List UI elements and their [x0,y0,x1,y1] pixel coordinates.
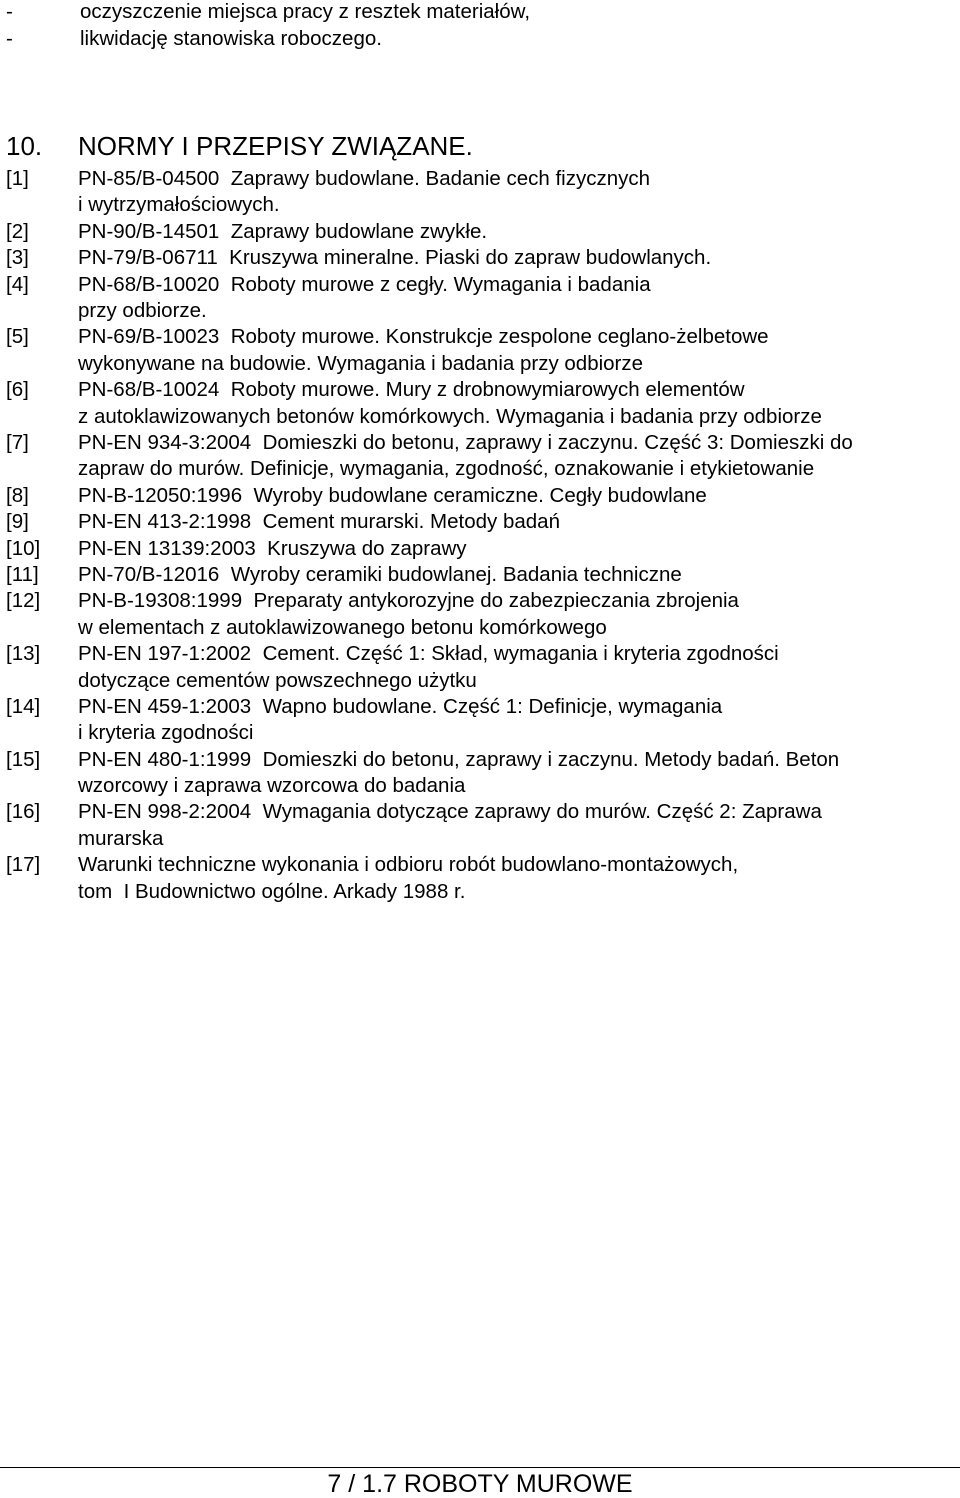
reference-line: PN-B-12050:1996 Wyroby budowlane ceramiczne. Cegły budowlane [78,483,707,507]
reference-number: [16] [6,800,41,824]
reference-line: i kryteria zgodności [78,721,254,745]
reference-item [0,377,950,430]
reference-line: PN-EN 413-2:1998 Cement murarski. Metody badań [78,510,560,534]
section-heading [0,131,940,161]
reference-line: PN-EN 13139:2003 Kruszywa do zaprawy [78,536,467,560]
bullet-dash: - [6,0,13,23]
reference-number: [15] [6,747,41,771]
reference-text [78,799,938,852]
reference-line: i wytrzymałościowych. [78,193,280,217]
section-title: NORMY I PRZEPISY ZWIĄZANE. [78,131,473,161]
reference-line: zapraw do murów. Definicje, wymagania, zgodność, oznakowanie i etykietowanie [78,457,815,481]
reference-text [78,377,938,430]
reference-number: [6] [6,378,29,402]
reference-item [0,536,950,562]
reference-item [0,562,950,588]
reference-text [78,483,938,509]
reference-item [0,245,950,271]
reference-number: [11] [6,562,39,586]
reference-line: z autoklawizowanych betonów komórkowych. Wymagania i badania przy odbiorze [78,404,822,428]
reference-text [78,747,938,800]
bullet-text: oczyszczenie miejsca pracy z resztek materiałów, [80,0,531,23]
reference-line: Warunki techniczne wykonania i odbioru robót budowlano-montażowych, [78,853,739,877]
reference-list [0,166,950,905]
reference-item [0,588,950,641]
reference-item [0,272,950,325]
reference-line: wykonywane na budowie. Wymagania i badania przy odbiorze [78,351,644,375]
reference-item [0,852,950,905]
reference-number: [10] [6,536,41,560]
reference-item [0,799,950,852]
reference-text [78,272,938,325]
reference-text [78,509,938,535]
bullet-dash: - [6,27,13,51]
reference-number: [2] [6,219,29,243]
reference-line: PN-EN 480-1:1999 Domieszki do betonu, zaprawy i zaczynu. Metody badań. Beton [78,747,840,771]
reference-line: PN-70/B-12016 Wyroby ceramiki budowlanej. Badania techniczne [78,562,682,586]
reference-text [78,219,938,245]
footer-divider [0,1467,960,1468]
reference-item [0,509,950,535]
reference-item [0,483,950,509]
reference-line: dotyczące cementów powszechnego użytku [78,668,477,692]
reference-number: [12] [6,589,41,613]
reference-line: PN-EN 934-3:2004 Domieszki do betonu, zaprawy i zaczynu. Część 3: Domieszki do [78,430,853,454]
page-footer: 7 / 1.7 ROBOTY MUROWE [327,1470,633,1498]
reference-text [78,641,938,694]
reference-text [78,536,938,562]
reference-number: [14] [6,694,41,718]
reference-number: [5] [6,325,29,349]
reference-line: PN-79/B-06711 Kruszywa mineralne. Piaski do zapraw budowlanych. [78,246,712,270]
reference-line: PN-85/B-04500 Zaprawy budowlane. Badanie cech fizycznych [78,167,651,190]
reference-text [78,588,938,641]
reference-number: [1] [6,167,29,190]
reference-number: [4] [6,272,29,296]
reference-text [78,430,938,483]
reference-item [0,219,950,245]
bullet-item [0,0,940,26]
reference-number: [8] [6,483,29,507]
reference-line: PN-EN 459-1:2003 Wapno budowlane. Część 1: Definicje, wymagania [78,694,723,718]
section-number: 10. [6,131,43,161]
reference-line: PN-EN 998-2:2004 Wymagania dotyczące zaprawy do murów. Część 2: Zaprawa [78,800,822,824]
reference-number: [7] [6,430,29,454]
reference-text [78,852,938,905]
reference-line: murarska [78,826,164,850]
bullet-list [0,0,940,53]
reference-line: PN-69/B-10023 Roboty murowe. Konstrukcje zespolone ceglano-żelbetowe [78,325,769,349]
reference-item [0,166,950,219]
reference-number: [17] [6,853,41,877]
reference-number: [3] [6,246,29,270]
reference-line: PN-EN 197-1:2002 Cement. Część 1: Skład, wymagania i kryteria zgodności [78,642,779,666]
reference-line: PN-68/B-10020 Roboty murowe z cegły. Wymagania i badania [78,272,651,296]
reference-text [78,166,938,219]
reference-line: wzorcowy i zaprawa wzorcowa do badania [78,774,466,798]
reference-item [0,641,950,694]
reference-item [0,430,950,483]
reference-line: PN-68/B-10024 Roboty murowe. Mury z drobnowymiarowych elementów [78,378,745,402]
reference-line: PN-90/B-14501 Zaprawy budowlane zwykłe. [78,219,488,243]
bullet-item [0,26,940,54]
reference-text [78,245,938,271]
reference-line: PN-B-19308:1999 Preparaty antykorozyjne do zabezpieczania zbrojenia [78,589,739,613]
reference-line: w elementach z autoklawizowanego betonu komórkowego [78,615,607,639]
reference-line: tom I Budownictwo ogólne. Arkady 1988 r. [78,879,466,903]
reference-text [78,562,938,588]
reference-item [0,747,950,800]
reference-number: [13] [6,642,41,666]
reference-text [78,694,938,747]
reference-line: przy odbiorze. [78,298,207,322]
reference-number: [9] [6,510,29,534]
reference-text [78,324,938,377]
reference-item [0,694,950,747]
bullet-text: likwidację stanowiska roboczego. [80,27,382,51]
reference-item [0,324,950,377]
